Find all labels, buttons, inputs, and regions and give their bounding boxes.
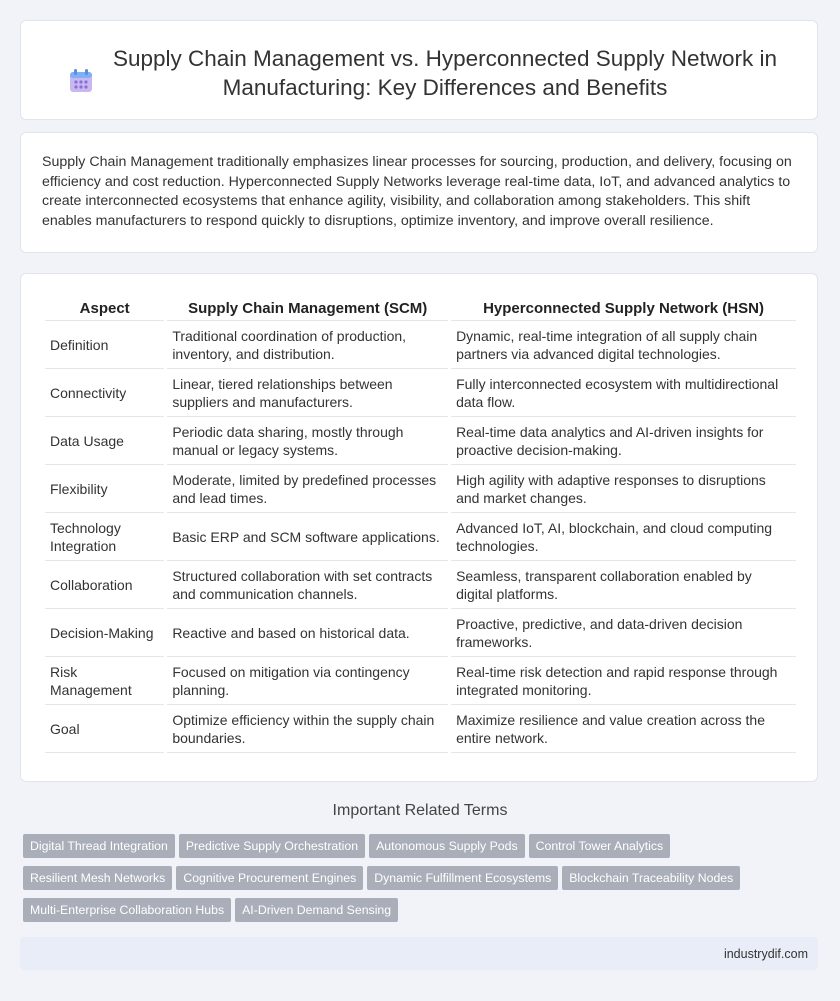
aspect-cell: Connectivity: [45, 369, 164, 417]
table-row: [45, 705, 796, 753]
footer: [20, 937, 818, 970]
scm-cell: Optimize efficiency within the supply chain boundaries.: [167, 705, 448, 753]
aspect-cell: Flexibility: [45, 465, 164, 513]
intro-paragraph: Supply Chain Management traditionally emphasizes linear processes for sourcing, production, and delivery, focusing on efficiency and cost reduction. Hyperconnected Supply Networks leverage real-time data, IoT, and advanced analytics to create interconnected ecosystems that enhance agility, visibility, and collaboration among stakeholders. This shift enables manufacturers to respond quickly to disruptions, optimize inventory, and improve overall resilience.: [42, 154, 792, 229]
scm-cell: Reactive and based on historical data.: [167, 609, 448, 657]
page-title: Supply Chain Management vs. Hyperconnected Supply Network in Manufacturing: Key Differences and Benefits: [112, 46, 778, 100]
related-term-tag[interactable]: Control Tower Analytics: [529, 834, 671, 858]
related-terms-title: Important Related Terms: [332, 802, 508, 819]
related-term-tag[interactable]: Multi-Enterprise Collaboration Hubs: [23, 898, 231, 922]
aspect-cell: Risk Management: [45, 657, 164, 705]
table-header-row: [45, 297, 796, 321]
table-row: [45, 465, 796, 513]
aspect-cell: Goal: [45, 705, 164, 753]
hsn-cell: Advanced IoT, AI, blockchain, and cloud computing technologies.: [451, 513, 796, 561]
aspect-cell: Decision-Making: [45, 609, 164, 657]
scm-cell: Traditional coordination of production, inventory, and distribution.: [167, 321, 448, 369]
related-term-tag[interactable]: Autonomous Supply Pods: [369, 834, 525, 858]
hsn-cell: Maximize resilience and value creation across the entire network.: [451, 705, 796, 753]
aspect-cell: Technology Integration: [45, 513, 164, 561]
hsn-cell: Seamless, transparent collaboration enabled by digital platforms.: [451, 561, 796, 609]
scm-cell: Linear, tiered relationships between suppliers and manufacturers.: [167, 369, 448, 417]
table-row: [45, 369, 796, 417]
related-term-tag[interactable]: Dynamic Fulfillment Ecosystems: [367, 866, 558, 890]
header-scm: Supply Chain Management (SCM): [167, 297, 448, 321]
hsn-cell: Dynamic, real-time integration of all supply chain partners via advanced digital technologies.: [451, 321, 796, 369]
related-term-tag[interactable]: AI-Driven Demand Sensing: [235, 898, 398, 922]
related-term-tag[interactable]: Resilient Mesh Networks: [23, 866, 172, 890]
comparison-card: [20, 273, 818, 782]
related-term-tag[interactable]: Blockchain Traceability Nodes: [562, 866, 740, 890]
header-hsn: Hyperconnected Supply Network (HSN): [451, 297, 796, 321]
comparison-table: [42, 297, 799, 753]
scm-cell: Periodic data sharing, mostly through manual or legacy systems.: [167, 417, 448, 465]
table-row: [45, 657, 796, 705]
hsn-cell: Proactive, predictive, and data-driven decision frameworks.: [451, 609, 796, 657]
header-aspect: Aspect: [45, 297, 164, 321]
related-terms-list: [23, 834, 813, 930]
aspect-cell: Collaboration: [45, 561, 164, 609]
scm-cell: Moderate, limited by predefined processes and lead times.: [167, 465, 448, 513]
hsn-cell: High agility with adaptive responses to disruptions and market changes.: [451, 465, 796, 513]
scm-cell: Focused on mitigation via contingency planning.: [167, 657, 448, 705]
related-term-tag[interactable]: Digital Thread Integration: [23, 834, 175, 858]
hsn-cell: Fully interconnected ecosystem with multidirectional data flow.: [451, 369, 796, 417]
aspect-cell: Data Usage: [45, 417, 164, 465]
table-row: [45, 513, 796, 561]
hsn-cell: Real-time risk detection and rapid response through integrated monitoring.: [451, 657, 796, 705]
table-row: [45, 561, 796, 609]
hsn-cell: Real-time data analytics and AI-driven insights for proactive decision-making.: [451, 417, 796, 465]
table-row: [45, 609, 796, 657]
aspect-cell: Definition: [45, 321, 164, 369]
scm-cell: Structured collaboration with set contracts and communication channels.: [167, 561, 448, 609]
footer-site[interactable]: industrydif.com: [723, 947, 808, 961]
scm-cell: Basic ERP and SCM software applications.: [167, 513, 448, 561]
table-row: [45, 417, 796, 465]
table-row: [45, 321, 796, 369]
related-term-tag[interactable]: Predictive Supply Orchestration: [179, 834, 365, 858]
related-term-tag[interactable]: Cognitive Procurement Engines: [176, 866, 363, 890]
intro-card: [20, 132, 818, 253]
